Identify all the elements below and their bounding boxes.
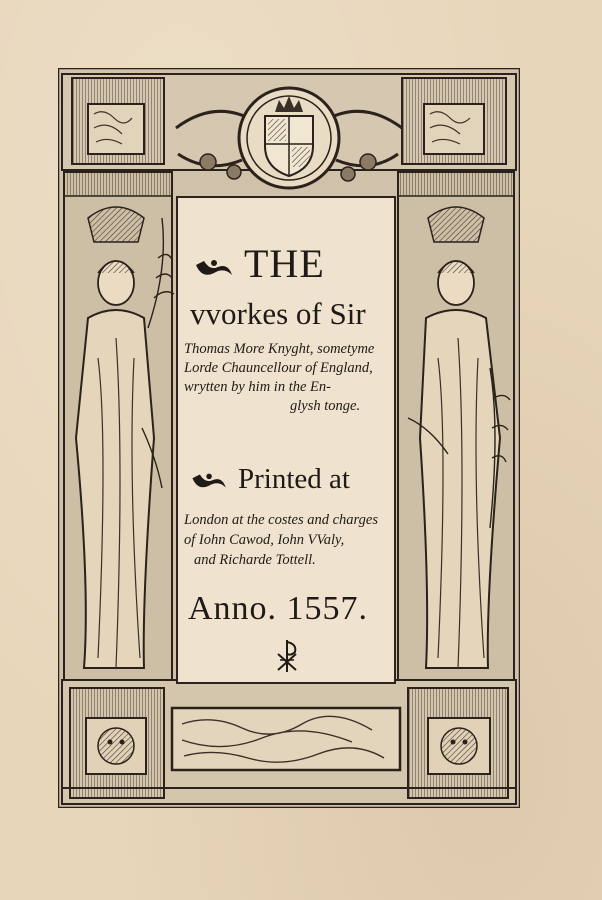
printers-mark-icon (272, 638, 302, 674)
title-line (178, 240, 394, 287)
imprint-line (178, 463, 394, 496)
imprint-line-3: and Richarde Tottell. (194, 552, 316, 568)
imprint-line-2: of Iohn Cawod, Iohn VValy, (184, 532, 345, 548)
lion-mask-icon (86, 718, 146, 774)
top-left-pedestal (72, 78, 164, 164)
title-line-3: Thomas More Knyght, sometyme (184, 341, 375, 357)
fleuron-icon (188, 469, 232, 493)
base-panel (172, 708, 400, 770)
lion-mask-icon (428, 718, 490, 774)
title-line-5: wrytten by him in the En- (184, 379, 331, 395)
imprint-line-1: London at the costes and charges (184, 512, 378, 528)
title-line-6: glysh tonge. (290, 398, 361, 414)
imprint-date: Anno. 1557. (188, 590, 369, 627)
top-right-pedestal (402, 78, 506, 164)
title-line-4: Lorde Chauncellour of England, (184, 360, 373, 376)
title-subheading: vvorkes of Sir (190, 296, 366, 331)
imprint-heading: Printed at (238, 463, 350, 495)
fleuron-icon (192, 255, 238, 281)
title-panel (176, 196, 396, 684)
title-heading: THE (244, 241, 325, 286)
